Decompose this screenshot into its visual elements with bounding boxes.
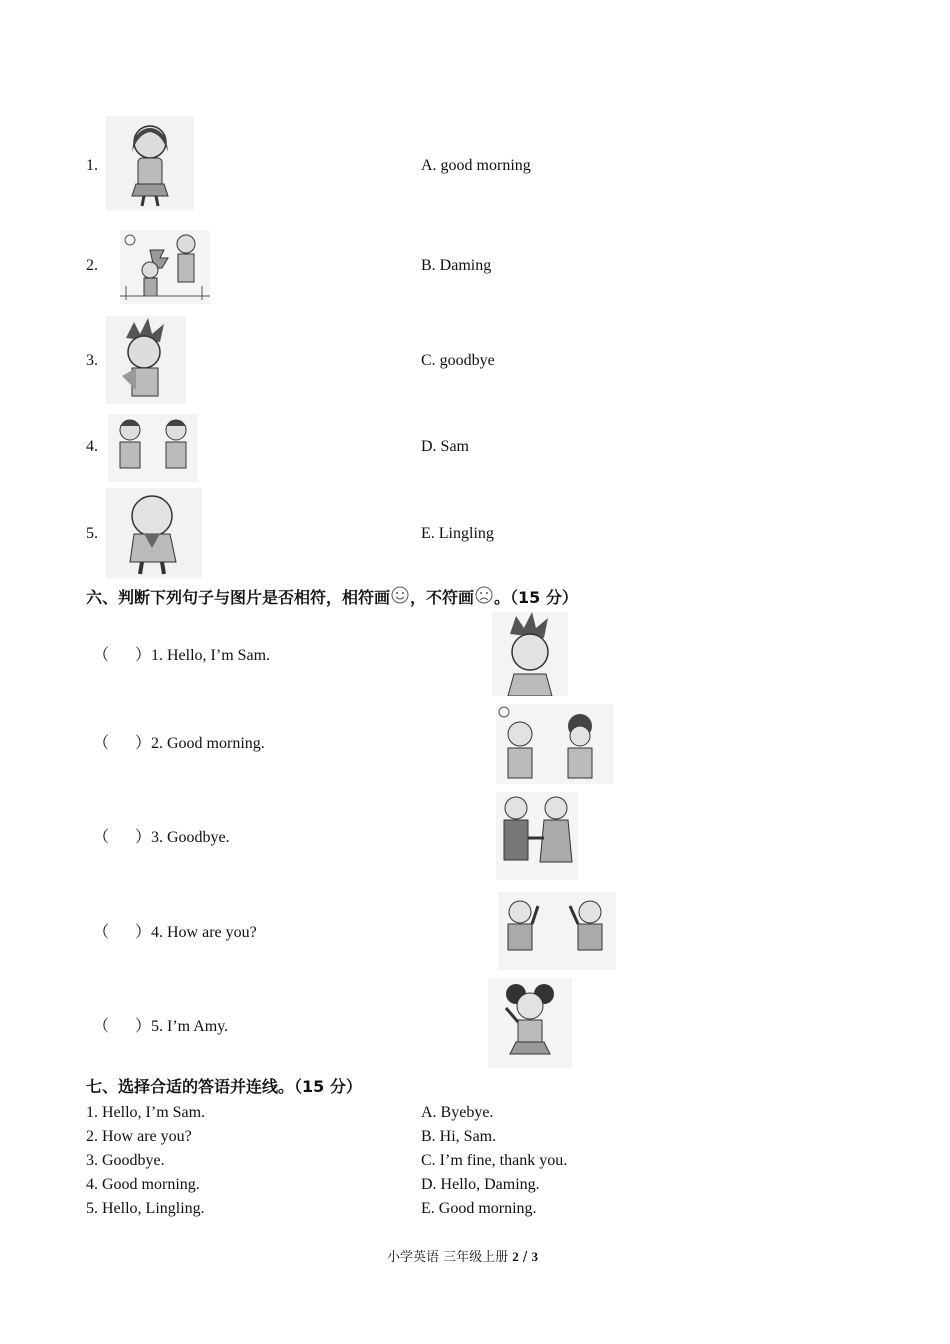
judge-row bbox=[93, 646, 270, 666]
paren-open: （ bbox=[93, 735, 110, 752]
sad-face-icon bbox=[474, 585, 494, 605]
page-total: 3 bbox=[531, 1249, 538, 1264]
judge-row bbox=[93, 828, 230, 848]
judge-sentence: 5. I’m Amy. bbox=[151, 1018, 229, 1035]
smiley-face-icon bbox=[390, 585, 410, 605]
adults-handshake-picture bbox=[496, 792, 578, 880]
paren-close: ） bbox=[135, 829, 152, 846]
children-pagoda-picture bbox=[120, 230, 210, 304]
option-text: B. Daming bbox=[421, 257, 492, 274]
footer-label: 小学英语 三年级上册 bbox=[387, 1250, 509, 1265]
amy-picture bbox=[488, 978, 572, 1068]
page-number: 2 bbox=[512, 1249, 519, 1264]
item-number: 1. bbox=[86, 157, 98, 174]
question-item[interactable]: 2. How are you? bbox=[86, 1128, 192, 1145]
paren-close: ） bbox=[135, 647, 152, 664]
paren-close: ） bbox=[135, 924, 152, 941]
answer-item[interactable]: E. Good morning. bbox=[421, 1200, 537, 1217]
paren-close: ） bbox=[135, 1018, 152, 1035]
item-number: 4. bbox=[86, 438, 98, 455]
judge-sentence: 4. How are you? bbox=[151, 924, 257, 941]
option-text: A. good morning bbox=[421, 157, 531, 174]
item-number: 3. bbox=[86, 352, 98, 369]
item-number: 2. bbox=[86, 257, 98, 274]
heading-text: 。（15 分） bbox=[494, 588, 578, 607]
paren-open: （ bbox=[93, 1018, 110, 1035]
judge-row bbox=[93, 734, 265, 754]
judge-row bbox=[93, 923, 257, 943]
two-girls-waving-picture bbox=[108, 414, 198, 482]
page-footer bbox=[387, 1246, 538, 1265]
heading-text: ，不符画 bbox=[410, 588, 475, 607]
judge-sentence: 3. Goodbye. bbox=[151, 829, 230, 846]
option-text: E. Lingling bbox=[421, 525, 494, 542]
question-item[interactable]: 4. Good morning. bbox=[86, 1176, 200, 1193]
paren-open: （ bbox=[93, 924, 110, 941]
paren-open: （ bbox=[93, 647, 110, 664]
heading-text: 六、判断下列句子与图片是否相符，相符画 bbox=[86, 588, 391, 607]
question-item[interactable]: 1. Hello, I’m Sam. bbox=[86, 1104, 206, 1121]
answer-item[interactable]: D. Hello, Daming. bbox=[421, 1176, 540, 1193]
answer-item[interactable]: A. Byebye. bbox=[421, 1104, 494, 1121]
children-waving-picture bbox=[498, 892, 616, 970]
boy-sam-picture bbox=[106, 316, 186, 404]
option-text: C. goodbye bbox=[421, 352, 495, 369]
section-6-heading bbox=[86, 585, 578, 609]
girl-picture bbox=[106, 116, 194, 210]
answer-item[interactable]: B. Hi, Sam. bbox=[421, 1128, 497, 1145]
boy-and-girl-morning-picture bbox=[496, 704, 614, 784]
item-number: 5. bbox=[86, 525, 98, 542]
answer-item[interactable]: C. I’m fine, thank you. bbox=[421, 1152, 568, 1169]
question-item[interactable]: 3. Goodbye. bbox=[86, 1152, 165, 1169]
sam-picture bbox=[492, 612, 568, 696]
judge-sentence: 1. Hello, I’m Sam. bbox=[151, 647, 271, 664]
judge-row bbox=[93, 1017, 228, 1037]
paren-open: （ bbox=[93, 829, 110, 846]
bald-boy-picture bbox=[106, 488, 202, 578]
question-item[interactable]: 5. Hello, Lingling. bbox=[86, 1200, 205, 1217]
judge-sentence: 2. Good morning. bbox=[151, 735, 265, 752]
page-separator: / bbox=[522, 1250, 528, 1265]
section-7-heading: 七、选择合适的答语并连线。（15 分） bbox=[86, 1077, 362, 1096]
option-text: D. Sam bbox=[421, 438, 469, 455]
paren-close: ） bbox=[135, 735, 152, 752]
